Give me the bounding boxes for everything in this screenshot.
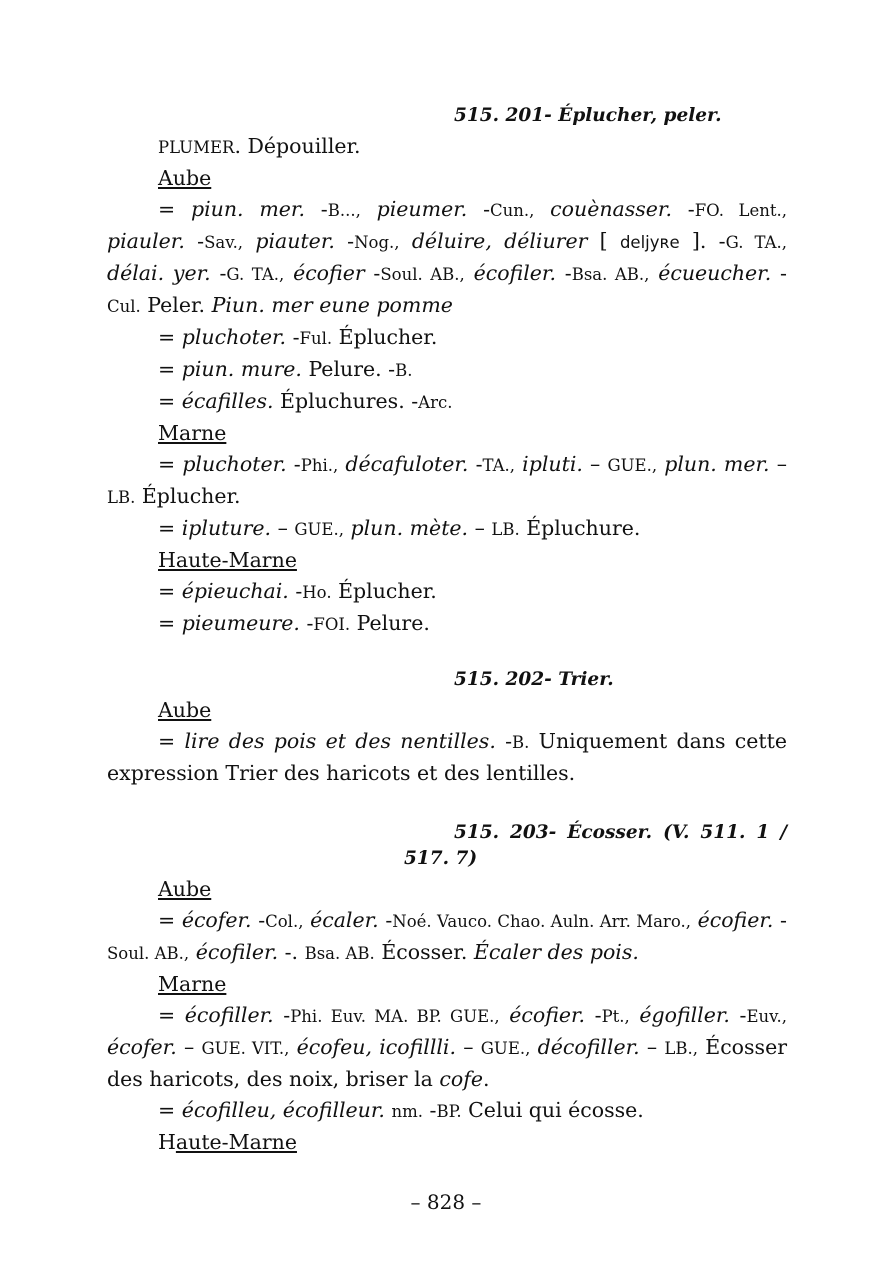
definition-paragraph: = écafilles. Épluchures. -Arc.: [158, 389, 453, 413]
region-aube-201: Aube: [158, 166, 212, 190]
region-aube-203: Aube: [158, 877, 212, 901]
entry-intro-201: PLUMER. Dépouiller.: [158, 134, 361, 158]
definition-paragraph: = piun. mure. Pelure. -B.: [158, 357, 413, 381]
definition-paragraph: = piun. mer. -B..., pieumer. -Cun., couènasser. -FO. Lent., piauler. -Sav., piauter. -Nog., déluire, déliurer [ deljyʀe ]. -G. TA., délai. yer. -G. TA., écofier -Soul. AB., écofiler. -Bsa. AB., écueucher. -Cul. Peler. Piun. mer eune pomme: [107, 197, 787, 317]
definition-paragraph: = pluchoter. -Ful. Éplucher.: [158, 325, 438, 349]
region-aube-202: Aube: [158, 698, 212, 722]
definition-paragraph: = épieuchai. -Ho. Éplucher.: [158, 579, 437, 603]
region-marne-203: Marne: [158, 972, 227, 996]
page-body: [107, 100, 787, 1158]
entry-heading-201: 515. 201- Éplucher, peler.: [454, 105, 722, 126]
page-number: – 828 –: [410, 1190, 482, 1214]
definition-paragraph: = écofer. -Col., écaler. -Noé. Vauco. Chao. Auln. Arr. Maro., écofier. -Soul. AB., écofiler. -. Bsa. AB. Écosser. Écaler des pois.: [107, 908, 787, 964]
region-marne-201: Marne: [158, 421, 227, 445]
definition-paragraph: = pieumeure. -FOI. Pelure.: [158, 611, 430, 635]
definition-paragraph: = écofiller. -Phi. Euv. MA. BP. GUE., écofier. -Pt., égofiller. -Euv., écofer. – GUE. VIT., écofeu, icofillli. – GUE., décofiller. – LB., Écosser des haricots, des noix, briser la cofe.: [107, 1003, 787, 1091]
definition-paragraph: = écofilleu, écofilleur. nm. -BP. Celui qui écosse.: [158, 1098, 644, 1122]
definition-paragraph: = pluchoter. -Phi., décafuloter. -TA., ipluti. – GUE., plun. mer. – LB. Éplucher.: [107, 452, 787, 508]
definition-paragraph: = lire des pois et des nentilles. -B. Uniquement dans cette expression Trier des haricots et des lentilles.: [107, 729, 787, 785]
entry-heading-203: 515. 203- Écosser. (V. 511. 1 / 517. 7): [404, 822, 787, 869]
region-haute-marne-201: Haute-Marne: [158, 548, 297, 572]
entry-heading-202: 515. 202- Trier.: [454, 669, 614, 690]
definition-paragraph: = ipluture. – GUE., plun. mète. – LB. Épluchure.: [158, 516, 641, 540]
region-haute-marne-203: Haute-Marne: [158, 1130, 297, 1154]
